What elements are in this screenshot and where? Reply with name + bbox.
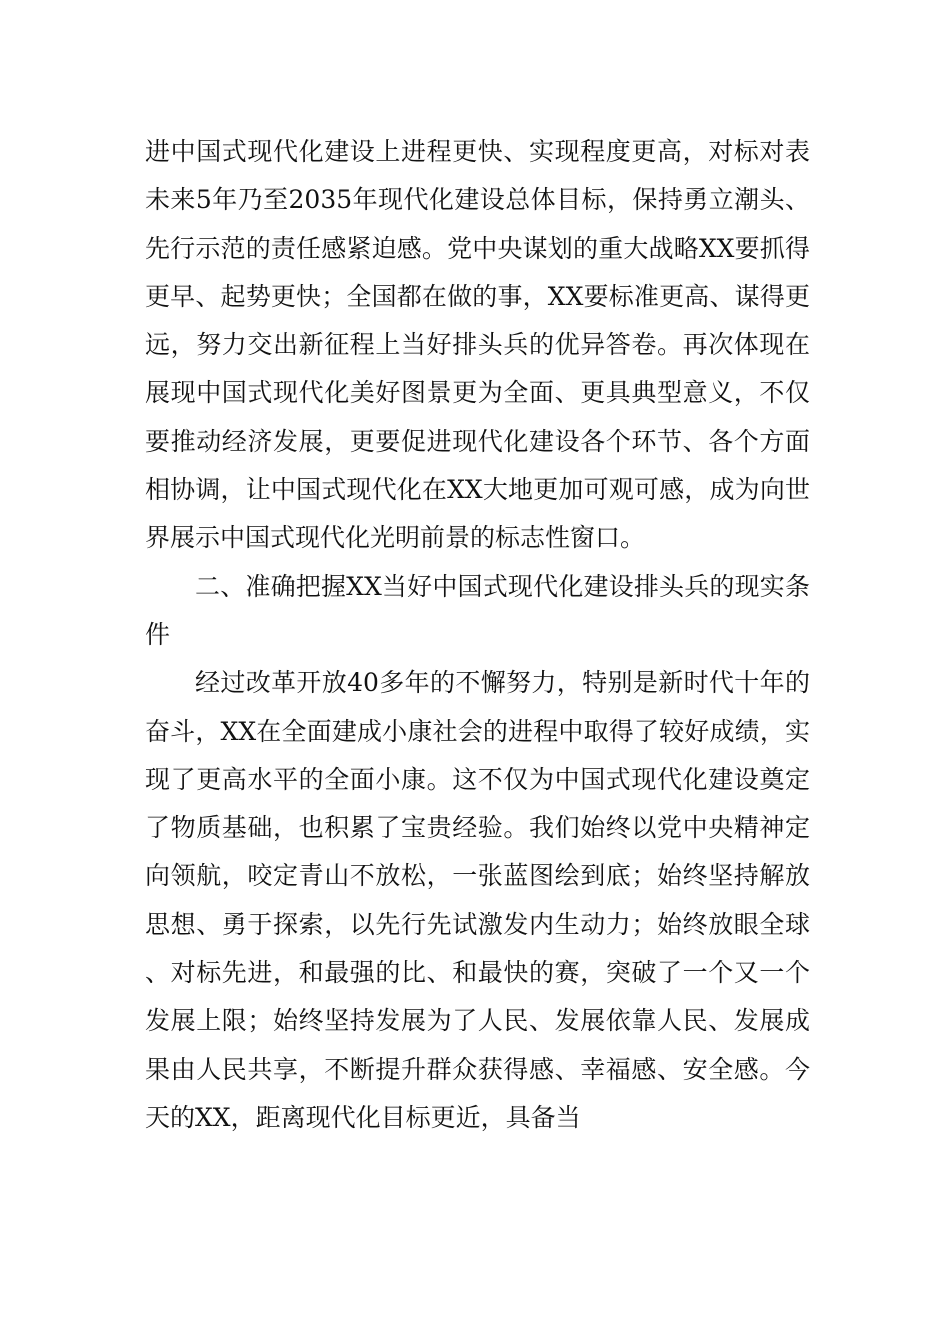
body-paragraph: 进中国式现代化建设上进程更快、实现程度更高，对标对表未来5年乃至2035年现代化建设总体目标，保持勇立潮头、先行示范的责任感紧迫感。党中央谋划的重大战略XX要抓得更早、起势更快；全国都在做的事，XX要标准更高、谋得更远，努力交出新征程上当好排头兵的优异答卷。再次体现在展现中国式现代化美好图景更为全面、更具典型意义，不仅要推动经济发展，更要促进现代化建设各个环节、各个方面相协调，让中国式现代化在XX大地更加可观可感，成为向世界展示中国式现代化光明前景的标志性窗口。 <box>145 137 810 553</box>
body-paragraph: 经过改革开放40多年的不懈努力，特别是新时代十年的奋斗，XX在全面建成小康社会的进程中取得了较好成绩，实现了更高水平的全面小康。这不仅为中国式现代化建设奠定了物质基础，也积累了宝贵经验。我们始终以党中央精神定向领航，咬定青山不放松，一张蓝图绘到底；始终坚持解放思想、勇于探索，以先行先试激发内生动力；始终放眼全球、对标先进，和最强的比、和最快的赛，突破了一个又一个发展上限；始终坚持发展为了人民、发展依靠人民、发展成果由人民共享，不断提升群众获得感、幸福感、安全感。今天的XX，距离现代化目标更近，具备当 <box>145 668 810 1132</box>
section-heading: 二、准确把握XX当好中国式现代化建设排头兵的现实条件 <box>145 571 810 649</box>
document-body <box>145 128 810 1142</box>
